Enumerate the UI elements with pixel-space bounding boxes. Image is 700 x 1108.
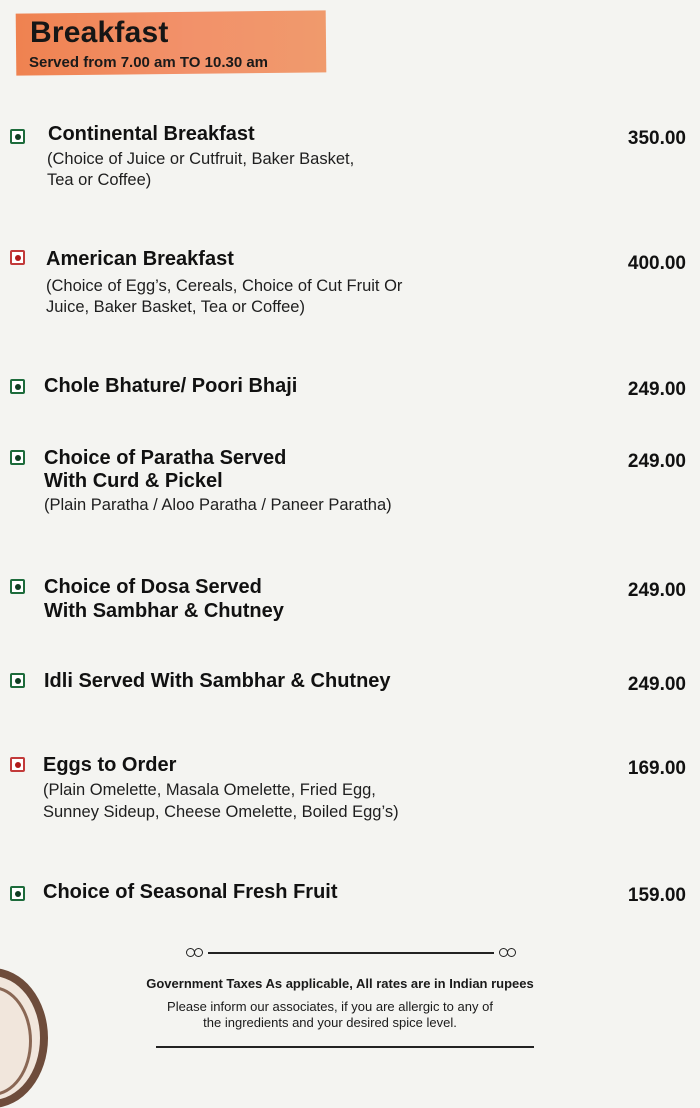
item-description: (Plain Paratha / Aloo Paratha / Paneer Paratha) <box>44 496 392 514</box>
item-name: Chole Bhature/ Poori Bhaji <box>44 375 298 397</box>
section-title: Breakfast <box>30 16 169 49</box>
tax-note: Government Taxes As applicable, All rates are in Indian rupees <box>146 976 534 991</box>
item-price: 249.00 <box>627 580 686 601</box>
item-name: American Breakfast <box>46 248 234 270</box>
ring-icon <box>194 948 203 957</box>
allergy-note: Please inform our associates, if you are allergic to any of <box>167 999 493 1014</box>
serving-hours: Served from 7.00 am TO 10.30 am <box>29 54 269 71</box>
veg-icon <box>10 579 25 594</box>
item-name-line2: With Sambhar & Chutney <box>44 600 284 622</box>
non-veg-icon <box>10 757 25 772</box>
item-name-line2: With Curd & Pickel <box>44 470 223 492</box>
ring-icon <box>507 948 516 957</box>
item-price: 400.00 <box>627 253 686 274</box>
item-description: Tea or Coffee) <box>47 171 152 189</box>
item-name: Choice of Dosa Served <box>44 576 262 598</box>
veg-icon <box>10 129 25 144</box>
non-veg-icon <box>10 250 25 265</box>
item-price: 249.00 <box>627 674 686 695</box>
item-name: Idli Served With Sambhar & Chutney <box>44 670 391 692</box>
item-description: (Choice of Egg’s, Cereals, Choice of Cut Fruit Or <box>46 277 403 295</box>
item-price: 350.00 <box>627 128 686 149</box>
item-name: Continental Breakfast <box>48 123 255 145</box>
item-price: 249.00 <box>627 451 686 472</box>
veg-icon <box>10 886 25 901</box>
veg-icon <box>10 379 25 394</box>
ornamental-divider <box>186 946 516 960</box>
item-description: (Plain Omelette, Masala Omelette, Fried Egg, <box>43 781 376 799</box>
footer-rule <box>156 1046 534 1048</box>
item-name: Eggs to Order <box>43 754 177 776</box>
item-description: Juice, Baker Basket, Tea or Coffee) <box>46 298 305 316</box>
divider-line <box>208 952 494 954</box>
item-name: Choice of Seasonal Fresh Fruit <box>43 881 338 903</box>
item-price: 249.00 <box>627 379 686 400</box>
item-description: (Choice of Juice or Cutfruit, Baker Basket, <box>47 150 355 168</box>
allergy-note: the ingredients and your desired spice level. <box>203 1015 457 1030</box>
item-description: Sunney Sideup, Cheese Omelette, Boiled Egg’s) <box>43 803 399 821</box>
item-name: Choice of Paratha Served <box>44 447 287 469</box>
item-price: 159.00 <box>627 885 686 906</box>
veg-icon <box>10 673 25 688</box>
item-price: 169.00 <box>627 758 686 779</box>
veg-icon <box>10 450 25 465</box>
